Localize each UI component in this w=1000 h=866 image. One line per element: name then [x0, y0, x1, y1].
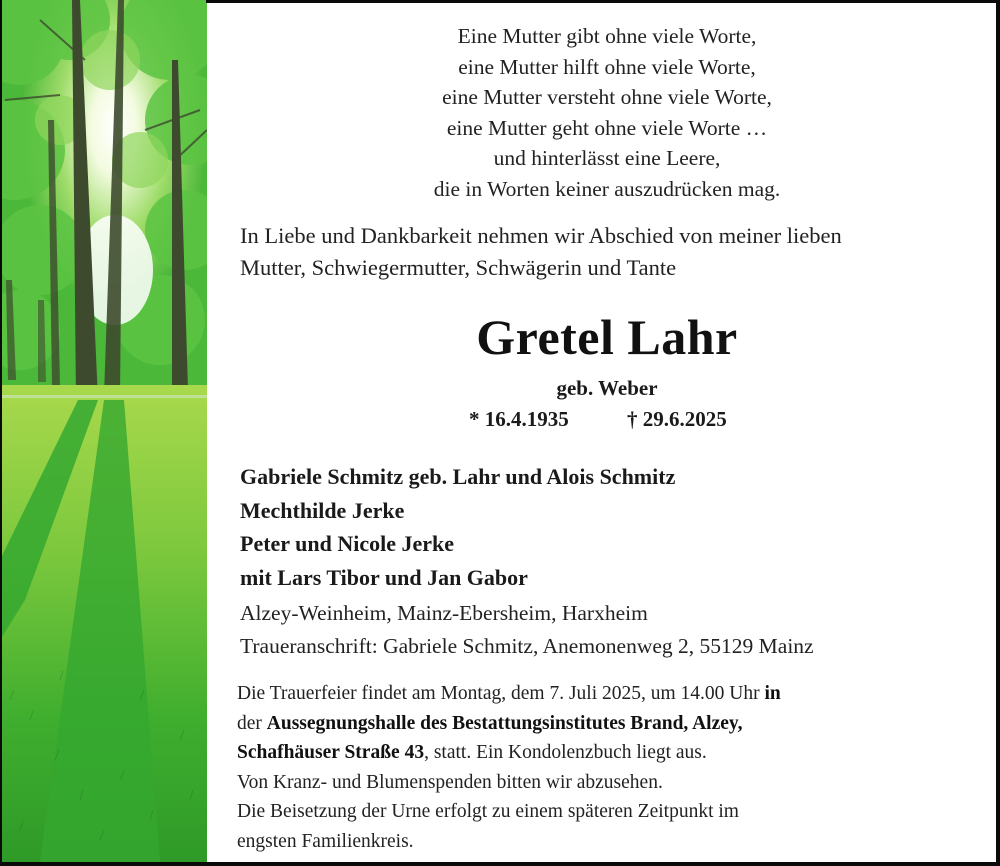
border-bottom — [0, 862, 1000, 866]
poem-line: Eine Mutter gibt ohne viele Worte, — [457, 24, 757, 48]
places: Alzey-Weinheim, Mainz-Ebersheim, Harxheim — [240, 601, 648, 625]
memorial-poem — [207, 21, 1000, 205]
details-text: Die Trauerfeier findet am Montag, dem 7. Juli 2025, um 14.00 Uhr — [237, 683, 765, 704]
mourners-list — [240, 460, 1000, 594]
poem-line: eine Mutter geht ohne viele Worte … — [446, 115, 768, 140]
details-emphasis: in — [764, 683, 781, 704]
details-text: der — [237, 712, 267, 734]
details-line — [237, 709, 997, 739]
poem-line: und hinterlässt eine Leere, — [493, 146, 721, 171]
details-line: engsten Familienkreis. — [237, 830, 414, 852]
details-line: Die Beisetzung der Urne erfolgt zu einem späteren Zeitpunkt im — [237, 801, 739, 822]
funeral-details — [237, 679, 997, 856]
notice-content — [207, 3, 996, 862]
details-line — [237, 679, 997, 709]
mourner: mit Lars Tibor und Jan Gabor — [240, 564, 528, 590]
places-and-address — [240, 597, 1000, 663]
forest-trees-photo-icon — [0, 0, 207, 862]
poem-line: eine Mutter hilft ohne viele Worte, — [458, 54, 756, 79]
mourning-address: Traueranschrift: Gabriele Schmitz, Anemonenweg 2, 55129 Mainz — [240, 634, 814, 658]
poem-line: eine Mutter versteht ohne viele Worte, — [442, 85, 772, 110]
forest-photo — [0, 0, 207, 862]
maiden-name: geb. Weber — [556, 376, 658, 400]
deceased-name: Gretel Lahr — [476, 309, 738, 365]
mourner: Peter und Nicole Jerke — [240, 531, 455, 556]
mourner: Mechthilde Jerke — [240, 497, 405, 523]
birth-date: * 16.4.1935 — [469, 407, 569, 431]
poem-line: die in Worten keiner auszudrücken mag. — [433, 176, 781, 201]
border-left — [0, 0, 2, 866]
venue-street: Schafhäuser Straße 43 — [237, 742, 425, 763]
funeral-venue: Aussegnungshalle des Bestattungsinstitutes Brand, Alzey, — [266, 712, 743, 734]
details-line — [237, 738, 997, 768]
death-date: † 29.6.2025 — [627, 407, 727, 431]
intro-line: In Liebe und Dankbarkeit nehmen wir Abschied von meiner lieben — [240, 223, 842, 248]
details-text: , statt. Ein Kondolenzbuch liegt aus. — [424, 742, 707, 763]
details-line: Von Kranz- und Blumenspenden bitten wir abzusehen. — [237, 771, 663, 793]
farewell-intro — [240, 220, 1000, 284]
mourner: Gabriele Schmitz geb. Lahr und Alois Schmitz — [240, 464, 676, 489]
intro-line: Mutter, Schwiegermutter, Schwägerin und Tante — [240, 255, 677, 280]
